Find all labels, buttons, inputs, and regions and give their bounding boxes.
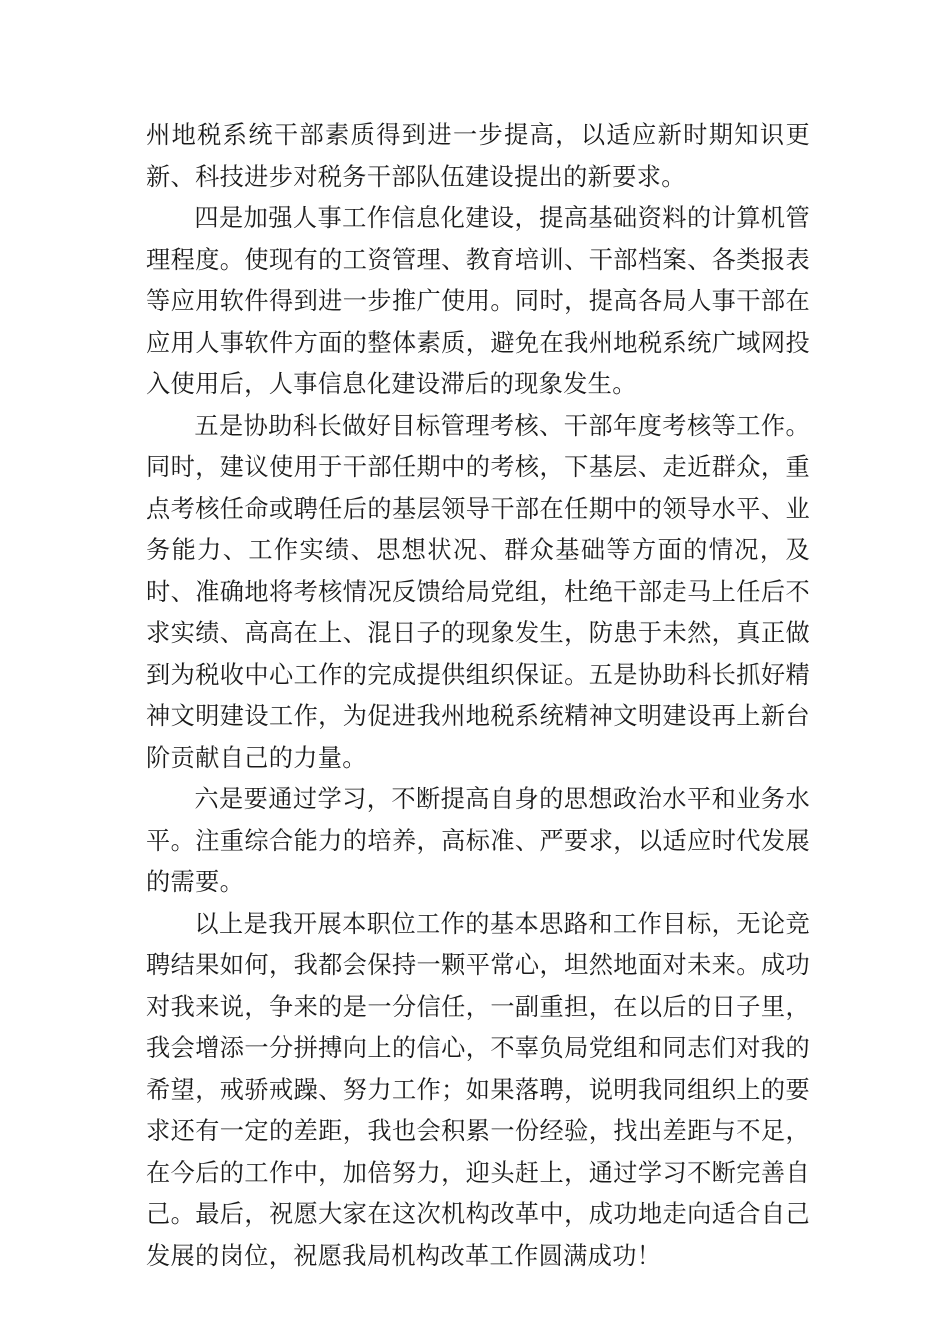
paragraph-5: 以上是我开展本职位工作的基本思路和工作目标，无论竞聘结果如何，我都会保持一颗平常心，坦然地面对未来。成功对我来说，争来的是一分信任，一副重担，在以后的日子里，我会增添一分拼搏向上的信心，不辜负局党组和同志们对我的希望，戒骄戒躁、努力工作；如果落聘，说明我同组织上的要求还有一定的差距，我也会积累一份经验，找出差距与不足，在今后的工作中，加倍努力，迎头赶上，通过学习不断完善自己。最后，祝愿大家在这次机构改革中，成功地走向适合自己发展的岗位，祝愿我局机构改革工作圆满成功！ [146, 909, 810, 1270]
paragraph-1: 州地税系统干部素质得到进一步提高，以适应新时期知识更新、科技进步对税务干部队伍建设提出的新要求。 [146, 121, 810, 191]
paragraph-4: 六是要通过学习，不断提高自身的思想政治水平和业务水平。注重综合能力的培养，高标准、严要求，以适应时代发展的需要。 [146, 785, 810, 896]
paragraph-2: 四是加强人事工作信息化建设，提高基础资料的计算机管理程度。使现有的工资管理、教育培训、干部档案、各类报表等应用软件得到进一步推广使用。同时，提高各局人事干部在应用人事软件方面的整体素质，避免在我州地税系统广域网投入使用后，人事信息化建设滞后的现象发生。 [146, 204, 810, 398]
document-body [146, 115, 810, 1277]
paragraph-3: 五是协助科长做好目标管理考核、干部年度考核等工作。同时，建议使用于干部任期中的考核，下基层、走近群众，重点考核任命或聘任后的基层领导干部在任期中的领导水平、业务能力、工作实绩、思想状况、群众基础等方面的情况，及时、准确地将考核情况反馈给局党组，杜绝干部走马上任后不求实绩、高高在上、混日子的现象发生，防患于未然，真正做到为税收中心工作的完成提供组织保证。五是协助科长抓好精神文明建设工作，为促进我州地税系统精神文明建设再上新台阶贡献自己的力量。 [146, 411, 810, 772]
